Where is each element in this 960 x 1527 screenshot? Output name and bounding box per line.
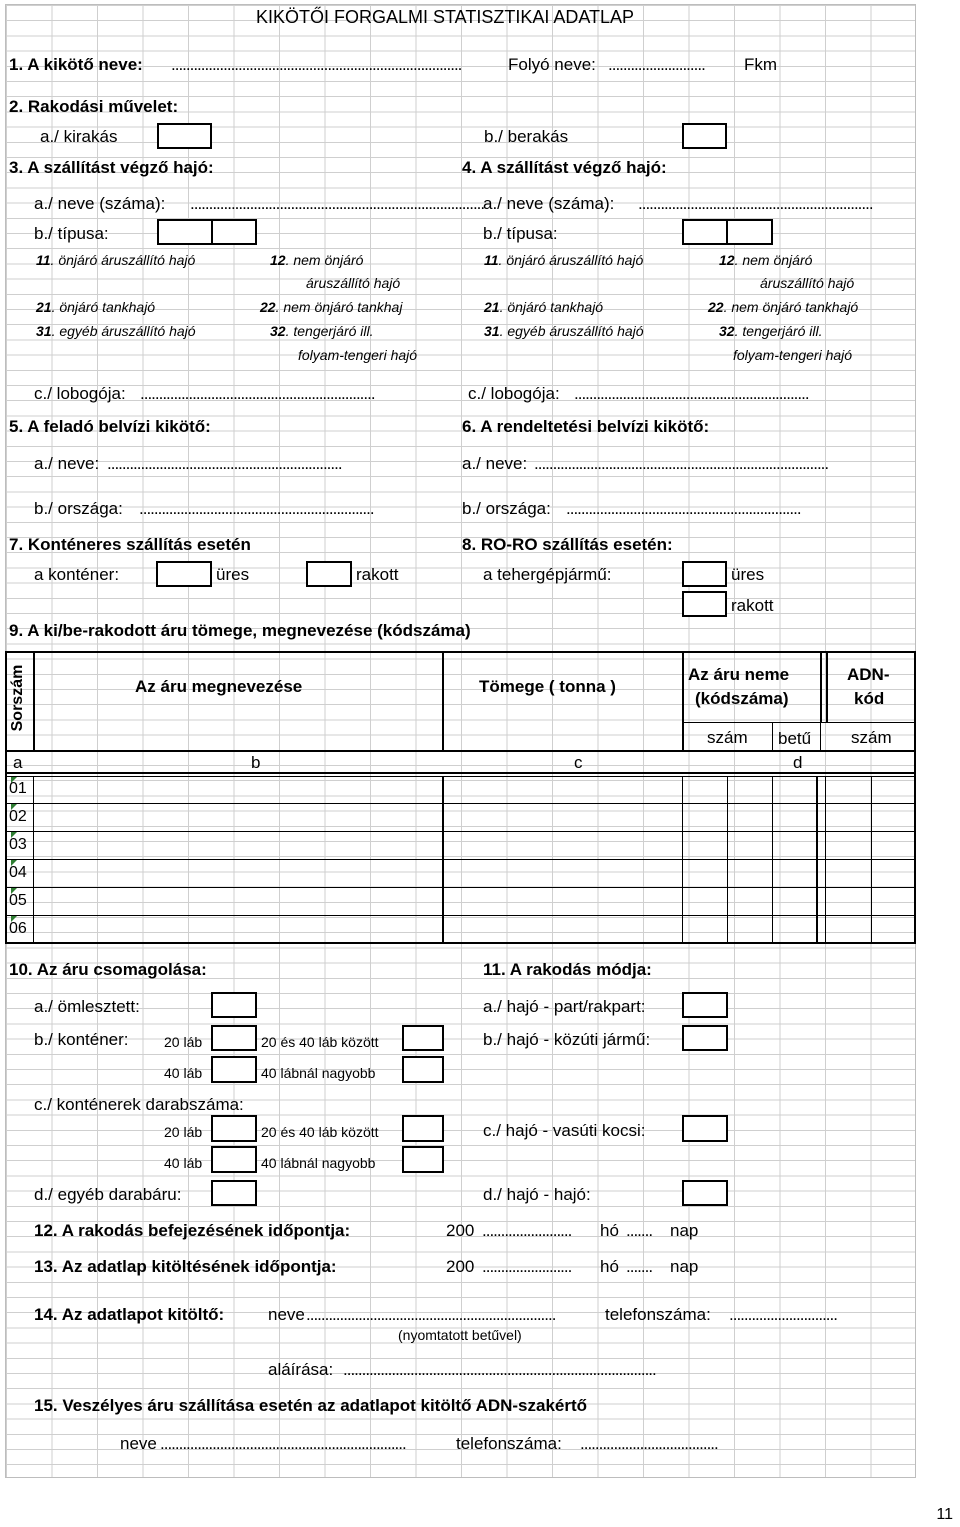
code-11-desc: . önjáró áruszállító hajó: [50, 252, 196, 268]
filler-name-field[interactable]: ...................................................................: [306, 1305, 556, 1324]
code-22-desc-r: . nem önjáró tankhajó: [723, 299, 859, 315]
ft20-box[interactable]: [211, 1025, 257, 1051]
goods-kind-header-2: (kódszáma): [695, 689, 789, 708]
ship-4-name-field[interactable]: ...............................................................: [638, 194, 873, 213]
ship-4-label: 4. A szállítást végző hajó:: [462, 158, 667, 177]
adn-expert-name-label: neve: [120, 1434, 157, 1453]
destination-name-field[interactable]: ...............................................................................: [534, 454, 829, 473]
adn-header-2: kód: [854, 689, 885, 708]
destination-country-label: b./ országa:: [462, 499, 551, 518]
truck-loaded-box[interactable]: [682, 591, 727, 617]
destination-name-label: a./ neve:: [462, 454, 528, 473]
river-name-label: Folyó neve:: [508, 55, 596, 74]
bulk-box[interactable]: [211, 992, 257, 1018]
truck-empty-label: üres: [731, 565, 765, 584]
count-ft40-label: 40 láb: [164, 1155, 203, 1171]
adn-expert-phone-field[interactable]: .....................................: [580, 1434, 718, 1453]
page-number: 11: [936, 1506, 953, 1523]
truck-loaded-label: rakott: [731, 596, 774, 615]
ship-3-label: 3. A szállítást végző hajó:: [9, 158, 214, 177]
form-title: KIKÖTŐI FORGALMI STATISZTIKAI ADATLAP: [256, 7, 635, 27]
ship-3-type-box-2[interactable]: [211, 219, 257, 245]
code-12-desc-2: áruszállító hajó: [306, 275, 401, 291]
fill-day-field[interactable]: .......: [626, 1257, 653, 1276]
ft40-box[interactable]: [211, 1056, 257, 1083]
origin-country-field[interactable]: ...............................................................: [139, 499, 374, 518]
unloading-checkbox[interactable]: [157, 123, 212, 149]
mass-header: Tömege ( tonna ): [479, 677, 616, 696]
code-22-desc: . nem önjáró tankhaj: [275, 299, 403, 315]
adn-number-header: szám: [851, 728, 892, 747]
origin-name-field[interactable]: ...............................................................: [107, 454, 342, 473]
code-31-desc-r: . egyéb áruszállító hajó: [499, 323, 644, 339]
truck-empty-box[interactable]: [682, 561, 727, 587]
port-name-label: 1. A kikötő neve:: [9, 55, 143, 74]
code-12: 12: [270, 252, 286, 268]
table-row-06: 06: [9, 920, 27, 937]
code-32-desc-r: . tengerjáró ill.: [734, 323, 823, 339]
ship-3-name-label: a./ neve (száma):: [34, 194, 166, 213]
origin-name-label: a./ neve:: [34, 454, 100, 473]
column-letter-d: d: [793, 753, 803, 772]
ship-road-box[interactable]: [682, 1025, 728, 1051]
destination-country-field[interactable]: ...............................................................: [566, 499, 801, 518]
ship-4-type-box-2[interactable]: [726, 219, 773, 245]
loading-checkbox[interactable]: [682, 123, 727, 149]
unloading-label: a./ kirakás: [40, 127, 118, 146]
ft20-40-label: 20 és 40 láb között: [261, 1034, 379, 1050]
container-transport-label: 7. Konténeres szállítás esetén: [9, 535, 251, 554]
code-12-r: 12: [719, 252, 735, 268]
bulk-label: a./ ömlesztett:: [34, 997, 140, 1016]
other-cargo-box[interactable]: [211, 1180, 257, 1206]
goods-kind-header-1: Az áru neme: [688, 665, 790, 684]
code-12-desc: . nem önjáró: [285, 252, 364, 268]
river-name-field[interactable]: ..........................: [608, 55, 705, 74]
code-11: 11: [36, 252, 51, 268]
filler-phone-label: telefonszáma:: [605, 1305, 711, 1324]
filler-label: 14. Az adatlapot kitöltő:: [34, 1305, 225, 1324]
loading-label: b./ berakás: [484, 127, 569, 146]
fill-year: 200: [446, 1257, 475, 1276]
ship-3-flag-label: c./ lobogója:: [34, 384, 126, 403]
completion-day-field[interactable]: .......: [626, 1221, 653, 1240]
fill-day-label: nap: [670, 1257, 699, 1276]
completion-date-label: 12. A rakodás befejezésének időpontja:: [34, 1221, 351, 1240]
table-row-03: 03: [9, 836, 27, 853]
container-empty-box[interactable]: [156, 561, 212, 587]
ship-rail-label: c./ hajó - vasúti kocsi:: [483, 1121, 646, 1140]
container-empty-label: üres: [216, 565, 250, 584]
ft20-label: 20 láb: [164, 1034, 203, 1050]
adn-expert-name-field[interactable]: ..................................................................: [160, 1434, 406, 1453]
port-name-field[interactable]: ..............................................................................: [171, 55, 462, 74]
table-row-01: 01: [9, 780, 27, 797]
code-31-desc: . egyéb áruszállító hajó: [51, 323, 196, 339]
ship-road-label: b./ hajó - közúti jármű:: [483, 1030, 651, 1049]
code-11-desc-r: . önjáró áruszállító hajó: [498, 252, 644, 268]
ft40plus-label: 40 lábnál nagyobb: [261, 1065, 376, 1081]
code-32-desc-2-r: folyam-tengeri hajó: [733, 347, 853, 363]
goods-name-header: Az áru megnevezése: [135, 677, 303, 696]
ft40plus-box[interactable]: [402, 1056, 444, 1083]
ship-quay-box[interactable]: [682, 992, 728, 1018]
adn-header-1: ADN-: [847, 665, 890, 684]
container-count-label: c./ konténerek darabszáma:: [34, 1095, 244, 1114]
destination-port-label: 6. A rendeltetési belvízi kikötő:: [462, 417, 710, 436]
fill-date-label: 13. Az adatlap kitöltésének időpontja:: [34, 1257, 337, 1276]
count-ft40-box[interactable]: [211, 1146, 257, 1173]
other-cargo-label: d./ egyéb darabáru:: [34, 1185, 182, 1204]
ship-4-type-box-1[interactable]: [682, 219, 728, 245]
code-21-desc: . önjáró tankhajó: [51, 299, 156, 315]
container-packaging-label: b./ konténer:: [34, 1030, 129, 1049]
kind-letter-header: betű: [778, 729, 812, 748]
printed-letters-note: (nyomtatott betűvel): [398, 1327, 522, 1343]
code-21: 21: [36, 299, 52, 315]
table-row-02: 02: [9, 808, 27, 825]
kind-number-header: szám: [707, 728, 748, 747]
code-32-r: 32: [719, 323, 735, 339]
origin-port-label: 5. A feladó belvízi kikötő:: [9, 417, 211, 436]
ship-ship-box[interactable]: [682, 1180, 728, 1206]
filler-phone-field[interactable]: .............................: [729, 1305, 837, 1324]
count-ft40plus-label: 40 lábnál nagyobb: [261, 1155, 376, 1171]
ft20-40-box[interactable]: [402, 1025, 444, 1051]
code-12-desc-2-r: áruszállító hajó: [760, 275, 855, 291]
ship-3-type-label: b./ típusa:: [34, 224, 109, 243]
completion-month-field[interactable]: ........................: [482, 1221, 572, 1240]
fill-month-label: hó: [600, 1257, 619, 1276]
column-letter-b: b: [251, 753, 261, 772]
code-31-r: 31: [484, 323, 500, 339]
ship-4-type-label: b./ típusa:: [483, 224, 558, 243]
roro-transport-label: 8. RO-RO szállítás esetén:: [462, 535, 673, 554]
count-ft40plus-box[interactable]: [402, 1146, 444, 1173]
ship-3-type-box-1[interactable]: [157, 219, 213, 245]
packaging-label: 10. Az áru csomagolása:: [9, 960, 207, 979]
count-ft20-40-box[interactable]: [402, 1115, 444, 1142]
code-31: 31: [36, 323, 52, 339]
count-ft20-40-label: 20 és 40 láb között: [261, 1124, 379, 1140]
adn-expert-phone-label: telefonszáma:: [456, 1434, 562, 1453]
ship-4-flag-field[interactable]: ...............................................................: [574, 384, 809, 403]
container-loaded-box[interactable]: [306, 561, 352, 587]
ship-quay-label: a./ hajó - part/rakpart:: [483, 997, 646, 1016]
truck-label: a tehergépjármű:: [483, 565, 612, 584]
ship-4-flag-label: c./ lobogója:: [468, 384, 560, 403]
cargo-table: [5, 651, 916, 944]
cargo-section-label: 9. A ki/be-rakodott áru tömege, megnevezése (kódszáma): [9, 621, 471, 640]
origin-country-label: b./ országa:: [34, 499, 123, 518]
completion-year: 200: [446, 1221, 475, 1240]
code-11-r: 11: [484, 252, 499, 268]
ship-4-name-label: a./ neve (száma):: [483, 194, 615, 213]
table-row-04: 04: [9, 864, 27, 881]
code-32-desc-2: folyam-tengeri hajó: [298, 347, 418, 363]
table-row-05: 05: [9, 892, 27, 909]
filler-name-label: neve: [268, 1305, 305, 1324]
code-22-r: 22: [708, 299, 724, 315]
fill-month-field[interactable]: ........................: [482, 1257, 572, 1276]
container-loaded-label: rakott: [356, 565, 399, 584]
count-ft20-box[interactable]: [211, 1115, 257, 1142]
completion-day-label: nap: [670, 1221, 699, 1240]
ship-3-name-field[interactable]: ...............................................................................: [190, 194, 485, 213]
completion-month-label: hó: [600, 1221, 619, 1240]
code-21-desc-r: . önjáró tankhajó: [499, 299, 604, 315]
loading-mode-label: 11. A rakodás módja:: [483, 960, 652, 979]
serial-header: Sorszám: [9, 664, 26, 732]
adn-expert-label: 15. Veszélyes áru szállítása esetén az adatlapot kitöltő ADN-szakértő: [34, 1396, 588, 1415]
column-letter-a: a: [13, 753, 23, 772]
ship-rail-box[interactable]: [682, 1115, 728, 1142]
ship-3-flag-field[interactable]: ...............................................................: [140, 384, 375, 403]
code-32: 32: [270, 323, 286, 339]
code-12-desc-r: . nem önjáró: [734, 252, 813, 268]
container-label: a konténer:: [34, 565, 120, 584]
ft40-label: 40 láb: [164, 1065, 203, 1081]
code-22: 22: [260, 299, 276, 315]
fkm-label: Fkm: [744, 55, 778, 74]
count-ft20-label: 20 láb: [164, 1124, 203, 1140]
code-21-r: 21: [484, 299, 500, 315]
signature-field[interactable]: ....................................................................................: [343, 1360, 656, 1379]
code-32-desc: . tengerjáró ill.: [285, 323, 374, 339]
column-letter-c: c: [574, 753, 583, 772]
ship-ship-label: d./ hajó - hajó:: [483, 1185, 591, 1204]
signature-label: aláírása:: [268, 1360, 334, 1379]
loading-operation-label: 2. Rakodási művelet:: [9, 97, 179, 116]
